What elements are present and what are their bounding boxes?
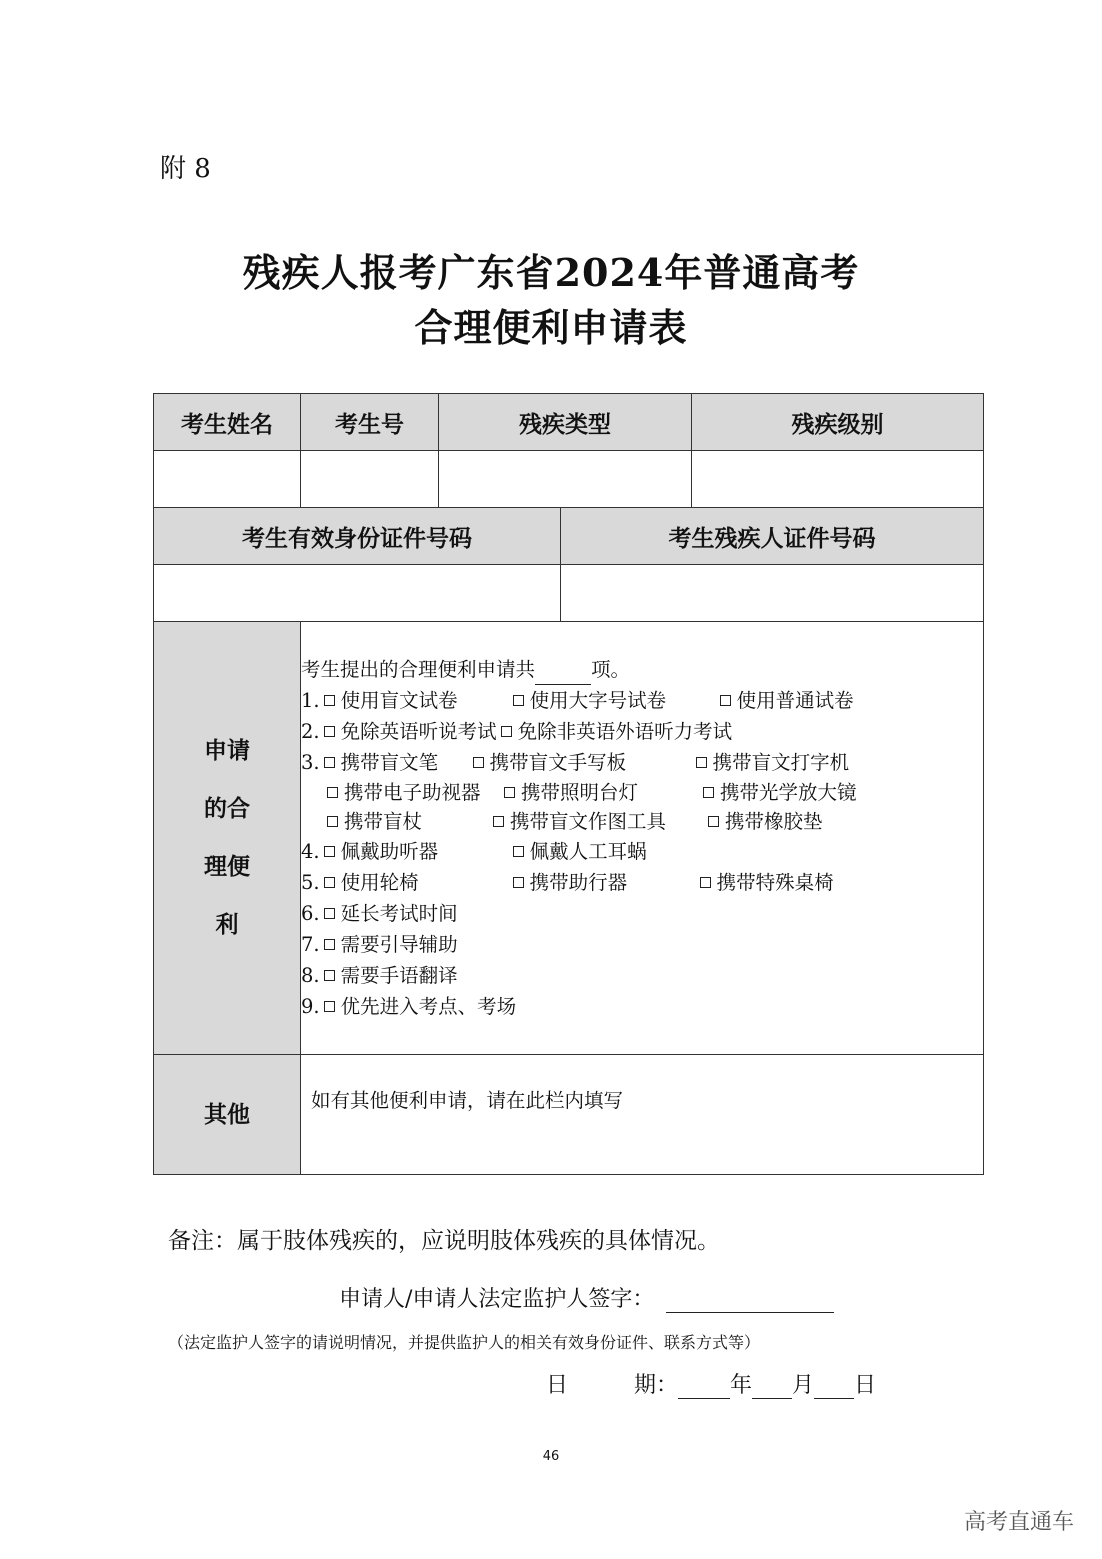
option-row-7: 7. 需要引导辅助 xyxy=(301,929,983,960)
other-field[interactable] xyxy=(301,1055,984,1175)
option-label: 优先进入考点、考场 xyxy=(340,995,517,1018)
annex-label: 附 8 xyxy=(160,154,211,184)
name-field[interactable] xyxy=(154,451,301,508)
application-form-table xyxy=(153,393,984,1175)
accommodation-label xyxy=(154,622,301,1055)
page-number: 46 xyxy=(542,1449,560,1464)
checkbox[interactable] xyxy=(708,816,719,827)
checkbox[interactable] xyxy=(324,970,335,981)
option-label: 佩戴助听器 xyxy=(340,840,439,863)
checkbox[interactable] xyxy=(324,846,335,857)
checkbox[interactable] xyxy=(324,757,335,768)
accommodation-intro: 考生提出的合理便利申请共 项。 xyxy=(301,654,983,685)
checkbox[interactable] xyxy=(513,846,524,857)
option-row-4: 4. 佩戴助听器 佩戴人工耳蜗 xyxy=(301,836,983,867)
date-label: 日 期： xyxy=(546,1373,679,1398)
option-label: 使用大字号试卷 xyxy=(529,689,667,712)
disability-cert-number-field[interactable] xyxy=(561,565,984,622)
option-row-5: 5. 使用轮椅 携带助行器 携带特殊桌椅 xyxy=(301,867,983,898)
option-row-3b xyxy=(301,778,983,807)
accommodation-label-line: 申请 xyxy=(204,738,250,764)
header-id-number: 考生有效身份证件号码 xyxy=(154,508,561,565)
checkbox[interactable] xyxy=(324,939,335,950)
signature-line xyxy=(339,1282,834,1313)
other-instructions: 如有其他便利申请，请在此栏内填写 xyxy=(311,1089,624,1112)
checkbox[interactable] xyxy=(324,726,335,737)
option-row-3c xyxy=(301,807,983,836)
checkbox[interactable] xyxy=(327,816,338,827)
header-disability-level: 残疾级别 xyxy=(692,394,984,451)
option-label: 使用轮椅 xyxy=(340,871,419,894)
accommodation-label-line: 利 xyxy=(215,912,239,938)
month-field[interactable] xyxy=(752,1374,792,1399)
month-label: 月 xyxy=(792,1373,815,1398)
checkbox[interactable] xyxy=(324,908,335,919)
date-line xyxy=(546,1368,876,1399)
checkbox[interactable] xyxy=(504,787,515,798)
option-label: 携带盲文笔 xyxy=(340,751,439,774)
header-disability-cert-number: 考生残疾人证件号码 xyxy=(561,508,984,565)
id-number-field[interactable] xyxy=(154,565,561,622)
signature-field[interactable] xyxy=(666,1288,834,1313)
disability-level-field[interactable] xyxy=(692,451,984,508)
disability-type-field[interactable] xyxy=(439,451,692,508)
option-row-6: 6. 延长考试时间 xyxy=(301,898,983,929)
checkbox[interactable] xyxy=(473,757,484,768)
checkbox[interactable] xyxy=(696,757,707,768)
day-field[interactable] xyxy=(814,1374,854,1399)
option-label: 携带橡胶垫 xyxy=(725,810,823,833)
watermark: 高考直通车 xyxy=(963,1510,1074,1535)
header-exam-number: 考生号 xyxy=(301,394,439,451)
option-label: 携带盲文手写板 xyxy=(489,751,627,774)
checkbox[interactable] xyxy=(501,726,512,737)
checkbox[interactable] xyxy=(700,877,711,888)
header-disability-type: 残疾类型 xyxy=(439,394,692,451)
option-row-2: 2. 免除英语听说考试 免除非英语外语听力考试 xyxy=(301,716,983,747)
option-label: 需要引导辅助 xyxy=(340,933,458,956)
option-label: 携带电子助视器 xyxy=(344,781,481,804)
option-label: 携带光学放大镜 xyxy=(720,781,857,804)
option-label: 使用盲文试卷 xyxy=(340,689,458,712)
option-label: 免除非英语外语听力考试 xyxy=(517,720,733,743)
item-count-field[interactable] xyxy=(535,664,591,685)
checkbox[interactable] xyxy=(703,787,714,798)
form-title-line2: 合理便利申请表 xyxy=(414,305,688,350)
checkbox[interactable] xyxy=(324,695,335,706)
option-label: 携带盲文打字机 xyxy=(712,751,850,774)
option-label: 携带照明台灯 xyxy=(521,781,639,804)
checkbox[interactable] xyxy=(493,816,504,827)
form-title-line1: 残疾人报考广东省2024年普通高考 xyxy=(242,250,860,295)
option-row-3: 3. 携带盲文笔 携带盲文手写板 携带盲文打字机 xyxy=(301,747,983,778)
signature-hint: （法定监护人签字的请说明情况，并提供监护人的相关有效身份证件、联系方式等） xyxy=(168,1333,761,1352)
option-row-8: 8. 需要手语翻译 xyxy=(301,960,983,991)
remark-note: 备注：属于肢体残疾的，应说明肢体残疾的具体情况。 xyxy=(168,1228,720,1254)
checkbox[interactable] xyxy=(324,1001,335,1012)
option-label: 携带助行器 xyxy=(529,871,628,894)
other-label: 其他 xyxy=(154,1055,301,1175)
signature-label: 申请人/申请人法定监护人签字： xyxy=(339,1287,655,1312)
exam-number-field[interactable] xyxy=(301,451,439,508)
accommodation-label-line: 理便 xyxy=(204,854,250,880)
day-label: 日 xyxy=(854,1373,877,1398)
option-label: 延长考试时间 xyxy=(340,902,458,925)
option-label: 佩戴人工耳蜗 xyxy=(529,840,647,863)
checkbox[interactable] xyxy=(324,877,335,888)
option-label: 携带特殊桌椅 xyxy=(716,871,834,894)
checkbox[interactable] xyxy=(327,787,338,798)
option-label: 免除英语听说考试 xyxy=(340,720,497,743)
accommodation-options xyxy=(301,622,984,1055)
checkbox[interactable] xyxy=(513,695,524,706)
header-name: 考生姓名 xyxy=(154,394,301,451)
option-row-1: 1. 使用盲文试卷 使用大字号试卷 使用普通试卷 xyxy=(301,685,983,716)
year-field[interactable] xyxy=(678,1374,730,1399)
year-label: 年 xyxy=(730,1373,753,1398)
checkbox[interactable] xyxy=(513,877,524,888)
option-row-9: 9. 优先进入考点、考场 xyxy=(301,991,983,1022)
accommodation-label-line: 的合 xyxy=(204,796,250,822)
option-label: 携带盲杖 xyxy=(344,810,423,833)
option-label: 使用普通试卷 xyxy=(736,689,854,712)
option-label: 需要手语翻译 xyxy=(340,964,458,987)
checkbox[interactable] xyxy=(720,695,731,706)
option-label: 携带盲文作图工具 xyxy=(510,810,667,833)
